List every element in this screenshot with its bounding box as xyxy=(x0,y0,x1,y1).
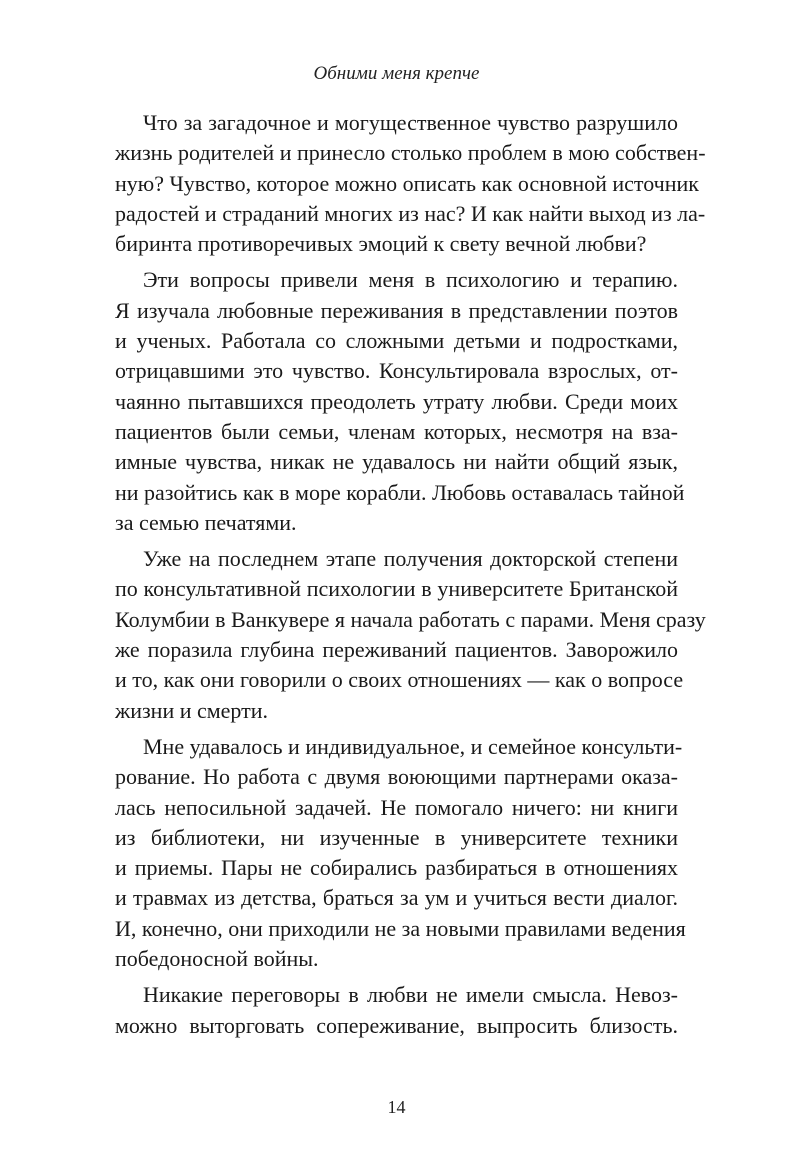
text-line: и ученых. Работала со сложными детьми и подростками, xyxy=(115,328,678,354)
text-line: и приемы. Пары не собирались разбираться в отношениях xyxy=(115,855,678,881)
text-line: имные чувства, никак не удавалось ни найти общий язык, xyxy=(115,449,678,475)
text-line: и то, как они говорили о своих отношениях — как о вопросе xyxy=(115,667,684,693)
text-line: лась непосильной задачей. Не помогало ничего: ни книги xyxy=(115,794,678,820)
text-line: по консультативной психологии в университете Британской xyxy=(115,576,678,602)
text-line: ную? Чувство, которое можно описать как основной источник xyxy=(115,170,699,196)
text-line: рование. Но работа с двумя воюющими партнерами оказа- xyxy=(115,764,678,790)
text-line: пациентов были семьи, членам которых, несмотря на вза- xyxy=(115,418,678,444)
text-line: отрицавшими это чувство. Консультировала взрослых, от- xyxy=(115,358,678,384)
text-line: чаянно пытавшихся преодолеть утрату любви. Среди моих xyxy=(115,388,678,414)
text-line: И, конечно, они приходили не за новыми правилами ведения xyxy=(115,915,686,941)
text-line: можно выторговать сопереживание, выпросить близость. xyxy=(115,1012,678,1038)
text-line: же поразила глубина переживаний пациентов. Заворожило xyxy=(115,637,678,663)
text-line: победоносной войны. xyxy=(115,946,319,972)
text-line: Колумбии в Ванкувере я начала работать с парами. Меня сразу xyxy=(115,606,706,632)
paragraph xyxy=(115,732,686,974)
paragraph xyxy=(115,980,678,1041)
paragraph xyxy=(115,265,685,538)
text-line: и травмах из детства, браться за ум и учиться вести диалог. xyxy=(115,885,678,911)
text-line: Уже на последнем этапе получения докторской степени xyxy=(143,546,678,572)
body-text xyxy=(115,108,706,1041)
text-line: Что за загадочное и могущественное чувство разрушило xyxy=(143,110,678,135)
running-head: Обними меня крепче xyxy=(313,63,480,84)
paragraph xyxy=(115,544,706,726)
page-number: 14 xyxy=(387,1097,406,1117)
paragraph xyxy=(115,108,706,259)
text-line: биринта противоречивых эмоций к свету вечной любви? xyxy=(115,231,647,257)
text-line: Мне удавалось и индивидуальное, и семейное консульти- xyxy=(143,733,683,759)
text-line: ни разойтись как в море корабли. Любовь оставалась тайной xyxy=(115,479,685,505)
text-line: за семью печатями. xyxy=(115,509,297,535)
text-line: жизнь родителей и принесло столько проблем в мою собствен- xyxy=(115,140,706,166)
text-line: радостей и страданий многих из нас? И как найти выход из ла- xyxy=(115,200,706,226)
text-line: из библиотеки, ни изученные в университете техники xyxy=(115,824,678,850)
text-line: жизни и смерти. xyxy=(115,697,269,723)
text-line: Я изучала любовные переживания в представлении поэтов xyxy=(115,297,678,323)
text-line: Никакие переговоры в любви не имели смысла. Невоз- xyxy=(143,982,678,1008)
text-line: Эти вопросы привели меня в психологию и терапию. xyxy=(143,267,678,293)
